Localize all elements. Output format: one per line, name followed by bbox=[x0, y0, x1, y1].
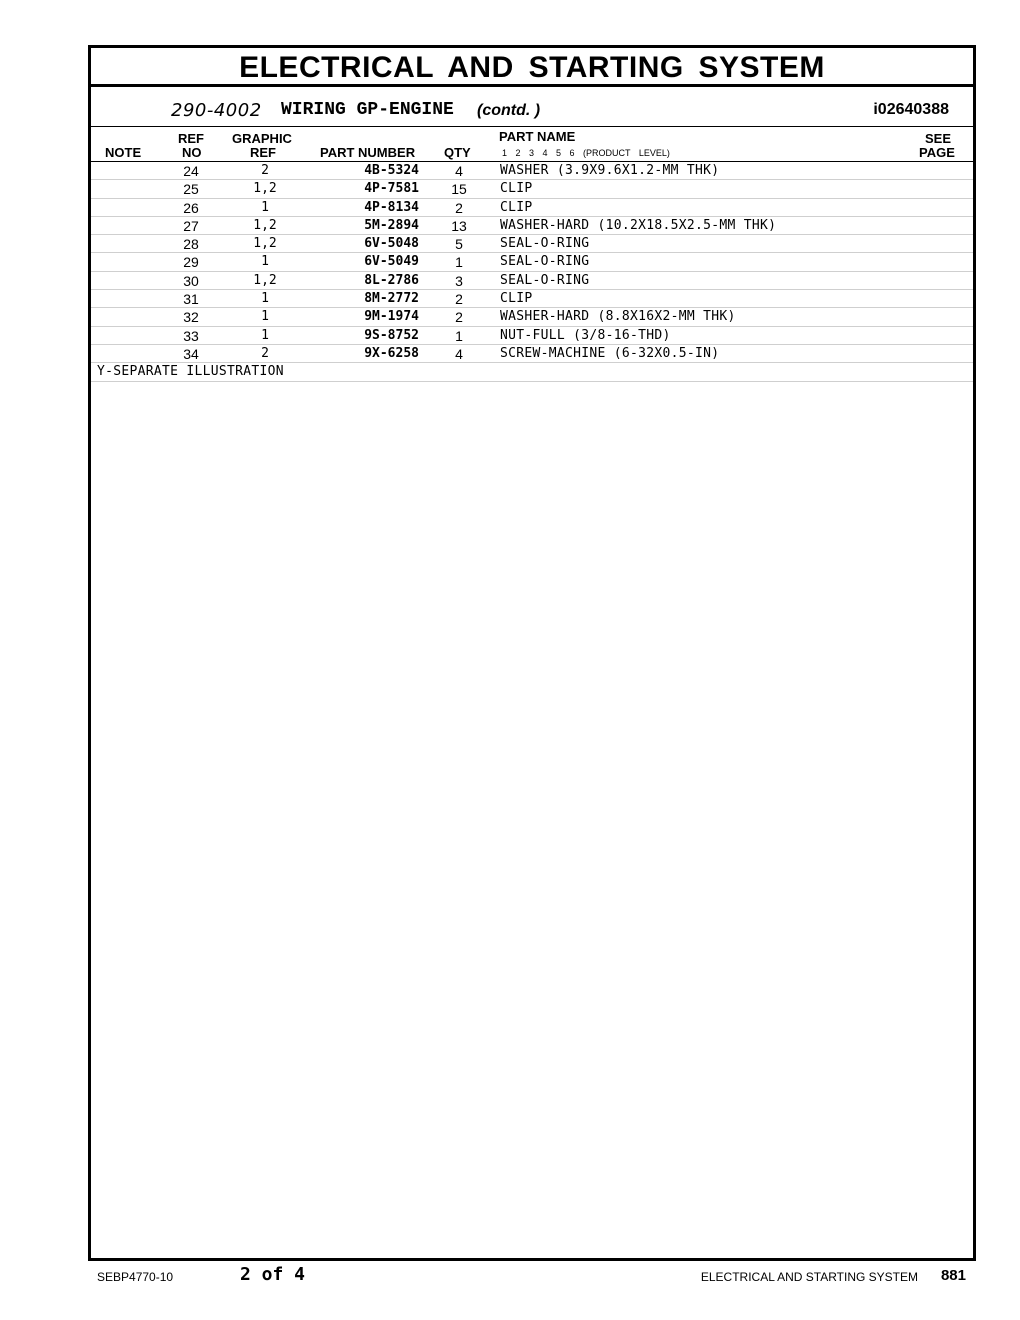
quantity: 15 bbox=[451, 181, 467, 198]
note-row bbox=[91, 363, 973, 381]
group-number: 290-4002 bbox=[171, 100, 262, 121]
quantity: 1 bbox=[455, 254, 463, 271]
quantity: 2 bbox=[455, 291, 463, 308]
ref-no: 24 bbox=[183, 163, 199, 179]
part-number: 8L-2786 bbox=[364, 272, 419, 288]
part-number: 9S-8752 bbox=[364, 327, 419, 343]
part-name: SEAL-O-RING bbox=[500, 236, 590, 252]
graphic-ref: 1 bbox=[261, 254, 269, 270]
graphic-ref: 2 bbox=[261, 345, 269, 361]
part-number: 4B-5324 bbox=[364, 163, 419, 178]
ref-no: 29 bbox=[183, 254, 199, 271]
ref-no: 26 bbox=[183, 199, 199, 216]
table-row bbox=[91, 235, 973, 253]
table-row bbox=[91, 290, 973, 308]
part-name: SEAL-O-RING bbox=[500, 254, 590, 270]
header-see-bottom: PAGE bbox=[919, 145, 955, 160]
header-graphic-bottom: REF bbox=[250, 145, 276, 160]
table-row bbox=[91, 199, 973, 217]
part-name: CLIP bbox=[500, 181, 533, 197]
header-part-name: PART NAME bbox=[499, 129, 576, 144]
table-header bbox=[91, 127, 973, 162]
quantity: 2 bbox=[455, 199, 463, 216]
header-ref-bottom: NO bbox=[182, 145, 202, 160]
part-number: 4P-7581 bbox=[364, 181, 419, 197]
footer-page-of: 2 of 4 bbox=[240, 1264, 306, 1285]
header-qty: QTY bbox=[444, 145, 471, 160]
graphic-ref: 1 bbox=[261, 327, 269, 343]
note-text: Y-SEPARATE ILLUSTRATION bbox=[97, 364, 284, 380]
group-name: WIRING GP-ENGINE bbox=[281, 100, 454, 120]
table-row bbox=[91, 272, 973, 290]
ref-no: 27 bbox=[183, 217, 199, 234]
part-number: 6V-5049 bbox=[364, 254, 419, 270]
ref-no: 34 bbox=[183, 345, 199, 362]
page-footer bbox=[0, 1262, 1020, 1292]
quantity: 4 bbox=[455, 345, 463, 362]
ref-no: 28 bbox=[183, 236, 199, 253]
graphic-ref: 1 bbox=[261, 309, 269, 325]
part-number: 6V-5048 bbox=[364, 236, 419, 252]
graphic-ref: 2 bbox=[261, 163, 269, 178]
table-row bbox=[91, 217, 973, 235]
ref-no: 31 bbox=[183, 291, 199, 308]
group-contd: (contd. ) bbox=[477, 102, 541, 119]
quantity: 13 bbox=[451, 217, 467, 234]
header-product-levels: 1 2 3 4 5 6 (PRODUCT LEVEL) bbox=[502, 148, 670, 158]
table-row bbox=[91, 327, 973, 345]
part-name: SCREW-MACHINE (6-32X0.5-IN) bbox=[500, 345, 720, 361]
ref-no: 25 bbox=[183, 181, 199, 198]
table-row bbox=[91, 345, 973, 363]
part-number: 9X-6258 bbox=[364, 345, 419, 361]
graphic-ref: 1 bbox=[261, 199, 269, 215]
part-name: CLIP bbox=[500, 199, 533, 215]
table-row bbox=[91, 162, 973, 180]
quantity: 1 bbox=[455, 327, 463, 344]
part-name: WASHER (3.9X9.6X1.2-MM THK) bbox=[500, 163, 720, 178]
part-name: NUT-FULL (3/8-16-THD) bbox=[500, 327, 671, 343]
footer-section: ELECTRICAL AND STARTING SYSTEM bbox=[700, 1270, 918, 1284]
part-name: CLIP bbox=[500, 291, 533, 307]
table-row bbox=[91, 308, 973, 326]
parts-table-body bbox=[91, 162, 973, 382]
ref-no: 32 bbox=[183, 309, 199, 326]
graphic-ref: 1,2 bbox=[253, 217, 277, 233]
ref-no: 30 bbox=[183, 272, 199, 289]
parts-list-frame bbox=[88, 45, 976, 1261]
graphic-ref: 1,2 bbox=[253, 181, 277, 197]
header-note: NOTE bbox=[105, 145, 142, 160]
part-number: 8M-2772 bbox=[364, 291, 419, 307]
header-graphic-top: GRAPHIC bbox=[232, 131, 292, 146]
table-row bbox=[91, 253, 973, 271]
illustration-id: i02640388 bbox=[873, 101, 949, 118]
table-row bbox=[91, 180, 973, 198]
part-number: 5M-2894 bbox=[364, 217, 419, 233]
ref-no: 33 bbox=[183, 327, 199, 344]
header-see-top: SEE bbox=[925, 131, 952, 146]
part-name: WASHER-HARD (8.8X16X2-MM THK) bbox=[500, 309, 736, 325]
part-name: WASHER-HARD (10.2X18.5X2.5-MM THK) bbox=[500, 217, 777, 233]
header-ref-top: REF bbox=[178, 131, 204, 146]
header-part-number: PART NUMBER bbox=[320, 145, 416, 160]
part-name: SEAL-O-RING bbox=[500, 272, 590, 288]
quantity: 4 bbox=[455, 163, 463, 179]
footer-doc-number: SEBP4770-10 bbox=[97, 1270, 174, 1284]
graphic-ref: 1,2 bbox=[253, 272, 277, 288]
quantity: 5 bbox=[455, 236, 463, 253]
part-number: 4P-8134 bbox=[364, 199, 419, 215]
part-number: 9M-1974 bbox=[364, 309, 419, 325]
quantity: 2 bbox=[455, 309, 463, 326]
graphic-ref: 1,2 bbox=[253, 236, 277, 252]
footer-page-number: 881 bbox=[940, 1267, 966, 1284]
graphic-ref: 1 bbox=[261, 291, 269, 307]
group-header bbox=[91, 87, 973, 127]
page-title: ELECTRICAL AND STARTING SYSTEM bbox=[91, 48, 973, 87]
quantity: 3 bbox=[455, 272, 463, 289]
